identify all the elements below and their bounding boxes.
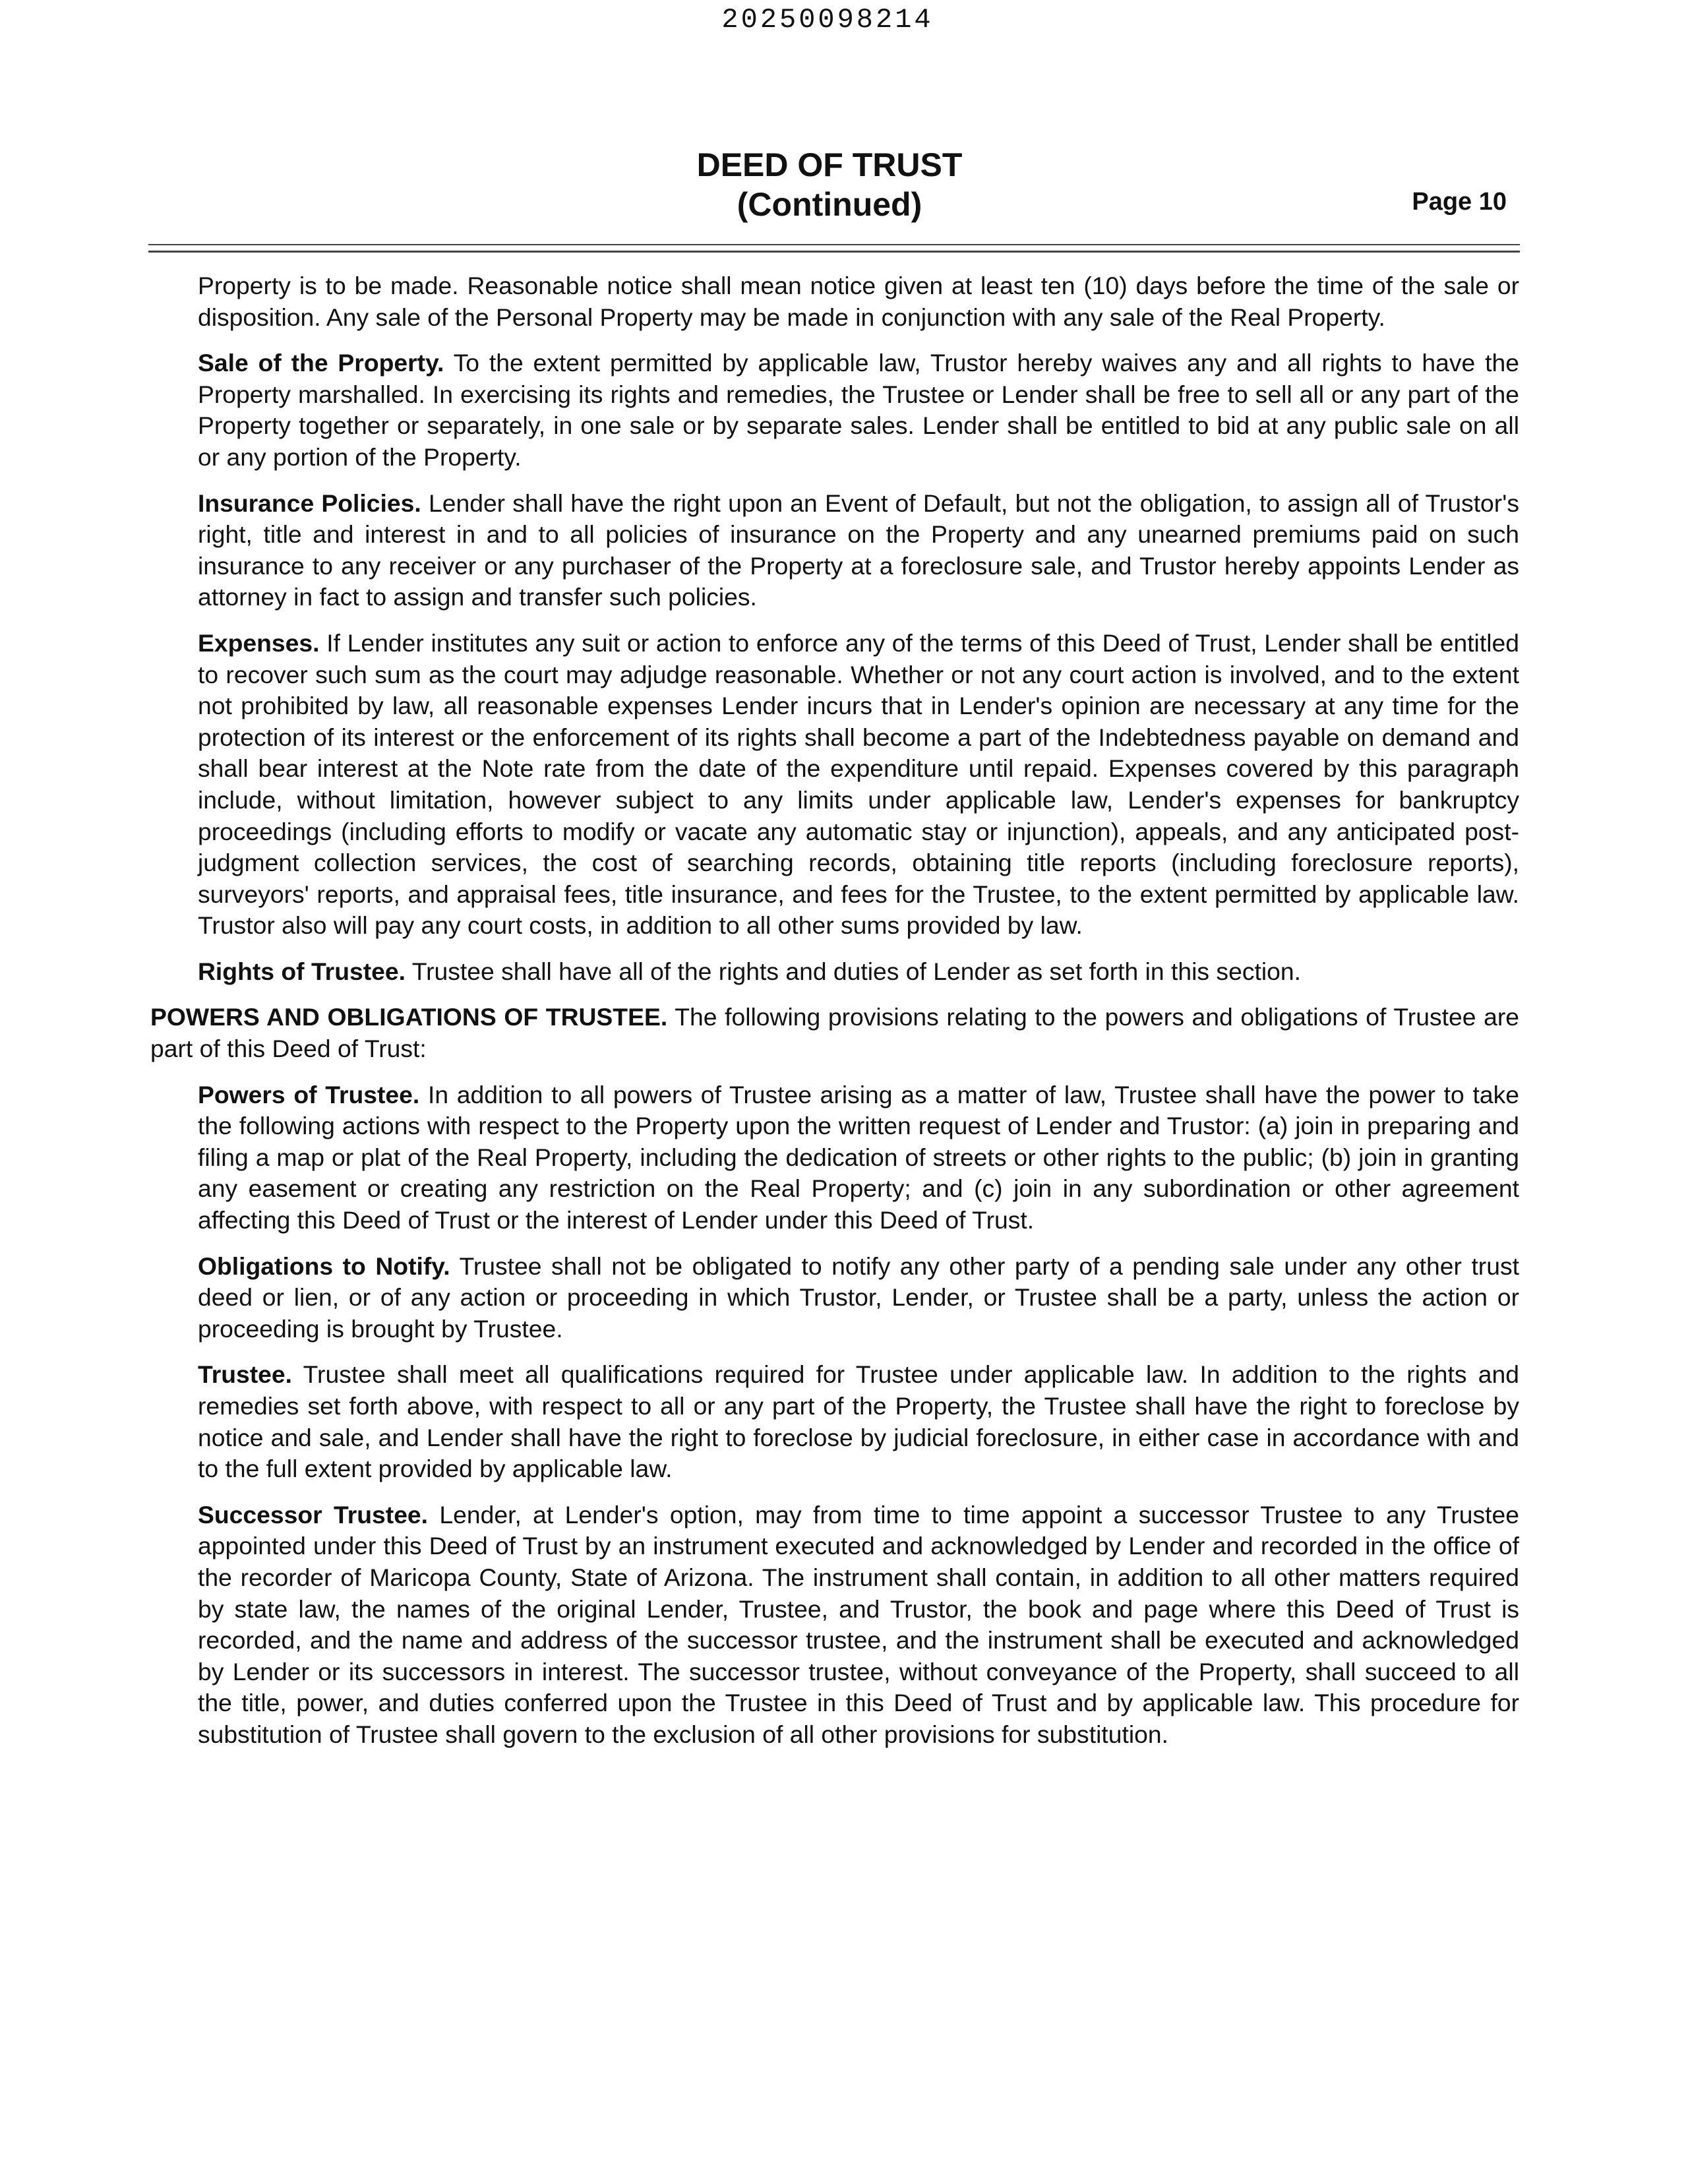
paragraph-heading: Successor Trustee. bbox=[198, 1500, 429, 1529]
paragraph-text: Lender, at Lender's option, may from time to time appoint a successor Trustee to any Trustee appointed under this Deed of Trust by an instrument executed and acknowledged by Lender and recorded in the office of the recorder of Maricopa County, State of Arizona. The instrument shall contain, in addition to all other matters required by state law, the names of the original Lender, Trustee, and Trustor, the book and page where this Deed of Trust is recorded, and the name and address of the successor trustee, and the instrument shall be executed and acknowledged by Lender or its successors in interest. The successor trustee, without conveyance of the Property, shall succeed to all the title, power, and duties conferred upon the Trustee in this Deed of Trust and by applicable law. This procedure for substitution of Trustee shall govern to the exclusion of all other provisions for substitution. bbox=[198, 1500, 1519, 1748]
paragraph-sale-of-property bbox=[198, 348, 1519, 473]
paragraph-heading: Trustee. bbox=[198, 1360, 293, 1389]
paragraph-text: Trustee shall meet all qualifications required for Trustee under applicable law. In addition to the rights and remedies set forth above, with respect to all or any part of the Property, the Trustee shall have the right to foreclose by notice and sale, and Lender shall have the right to foreclose by judicial foreclosure, in either case in accordance with and to the full extent provided by applicable law. bbox=[198, 1360, 1519, 1483]
paragraph-insurance-policies bbox=[198, 488, 1519, 613]
paragraph-text: Trustee shall not be obligated to notify any other party of a pending sale under any other trust deed or lien, or of any action or proceeding in which Trustor, Lender, or Trustee shall be a party, unless the action or proceeding is brought by Trustee. bbox=[198, 1252, 1519, 1343]
section-intro: The following provisions relating to the powers and obligations of Trustee are part of this Deed of Trust: bbox=[150, 1003, 1519, 1063]
paragraph-heading: Rights of Trustee. bbox=[198, 957, 406, 985]
paragraph-text: Lender shall have the right upon an Event of Default, but not the obligation, to assign all of Trustor's right, title and interest in and to all policies of insurance on the Property and any unearned premiums paid on such insurance to any receiver or any purchaser of the Property at a foreclosure sale, and Trustor hereby appoints Lender as attorney in fact to assign and transfer such policies. bbox=[198, 489, 1519, 611]
section-powers-and-obligations bbox=[150, 1002, 1519, 1064]
paragraph-text: In addition to all powers of Trustee arising as a matter of law, Trustee shall have the power to take the following actions with respect to the Property upon the written request of Lender and Trustor: (a) join in preparing and filing a map or plat of the Real Property, including the dedication of streets or other rights to the public; (b) join in granting any easement or creating any restriction on the Real Property; and (c) join in any subordination or other agreement affecting this Deed of Trust or the interest of Lender under this Deed of Trust. bbox=[198, 1080, 1519, 1234]
paragraph-powers-of-trustee bbox=[198, 1079, 1519, 1236]
paragraph-text: To the extent permitted by applicable law, Trustor hereby waives any and all rights to have the Property marshalled. In exercising its rights and remedies, the Trustee or Lender shall be free to sell all or any part of the Property together or separately, in one sale or by separate sales. Lender shall be entitled to bid at any public sale on all or any portion of the Property. bbox=[198, 349, 1519, 471]
paragraph-heading: Sale of the Property. bbox=[198, 349, 444, 377]
recording-number: 20250098214 bbox=[721, 4, 934, 36]
document-subtitle: (Continued) bbox=[737, 186, 922, 223]
paragraph-trustee bbox=[198, 1359, 1519, 1484]
page-number: Page 10 bbox=[1412, 188, 1507, 216]
paragraph-expenses bbox=[198, 628, 1519, 942]
paragraph-heading: Expenses. bbox=[198, 628, 320, 657]
paragraph-continuation bbox=[198, 270, 1519, 333]
paragraph-text: If Lender institutes any suit or action to enforce any of the terms of this Deed of Trust, Lender shall be entitled to recover such sum as the court may adjudge reasonable. Whether or not any court action is involved, and to the extent not prohibited by law, all reasonable expenses Lender incurs that in Lender's opinion are necessary at any time for the protection of its interest or the enforcement of its rights shall become a part of the Indebtedness payable on demand and shall bear interest at the Note rate from the date of the expenditure until repaid. Expenses covered by this paragraph include, without limitation, however subject to any limits under applicable law, Lender's expenses for bankruptcy proceedings (including efforts to modify or vacate any automatic stay or injunction), appeals, and any anticipated post-judgment collection services, the cost of searching records, obtaining title reports (including foreclosure reports), surveyors' reports, and appraisal fees, title insurance, and fees for the Trustee, to the extent permitted by applicable law. Trustor also will pay any court costs, in addition to all other sums provided by law. bbox=[198, 628, 1519, 940]
section-heading: POWERS AND OBLIGATIONS OF TRUSTEE. bbox=[150, 1003, 668, 1031]
document-title: DEED OF TRUST bbox=[696, 146, 963, 183]
header-rule-bottom bbox=[148, 251, 1520, 253]
document-title-block bbox=[0, 145, 1659, 224]
header-rule-top bbox=[148, 244, 1520, 245]
paragraph-text: Property is to be made. Reasonable notice shall mean notice given at least ten (10) days before the time of the sale or disposition. Any sale of the Personal Property may be made in conjunction with any sale of the Real Property. bbox=[198, 272, 1519, 331]
paragraph-rights-of-trustee bbox=[198, 956, 1519, 988]
paragraph-successor-trustee bbox=[198, 1500, 1519, 1751]
paragraph-obligations-to-notify bbox=[198, 1251, 1519, 1345]
document-body bbox=[150, 270, 1519, 1765]
paragraph-heading: Powers of Trustee. bbox=[198, 1080, 420, 1108]
paragraph-heading: Insurance Policies. bbox=[198, 489, 421, 517]
paragraph-heading: Obligations to Notify. bbox=[198, 1252, 450, 1280]
paragraph-text: Trustee shall have all of the rights and duties of Lender as set forth in this section. bbox=[411, 957, 1301, 985]
